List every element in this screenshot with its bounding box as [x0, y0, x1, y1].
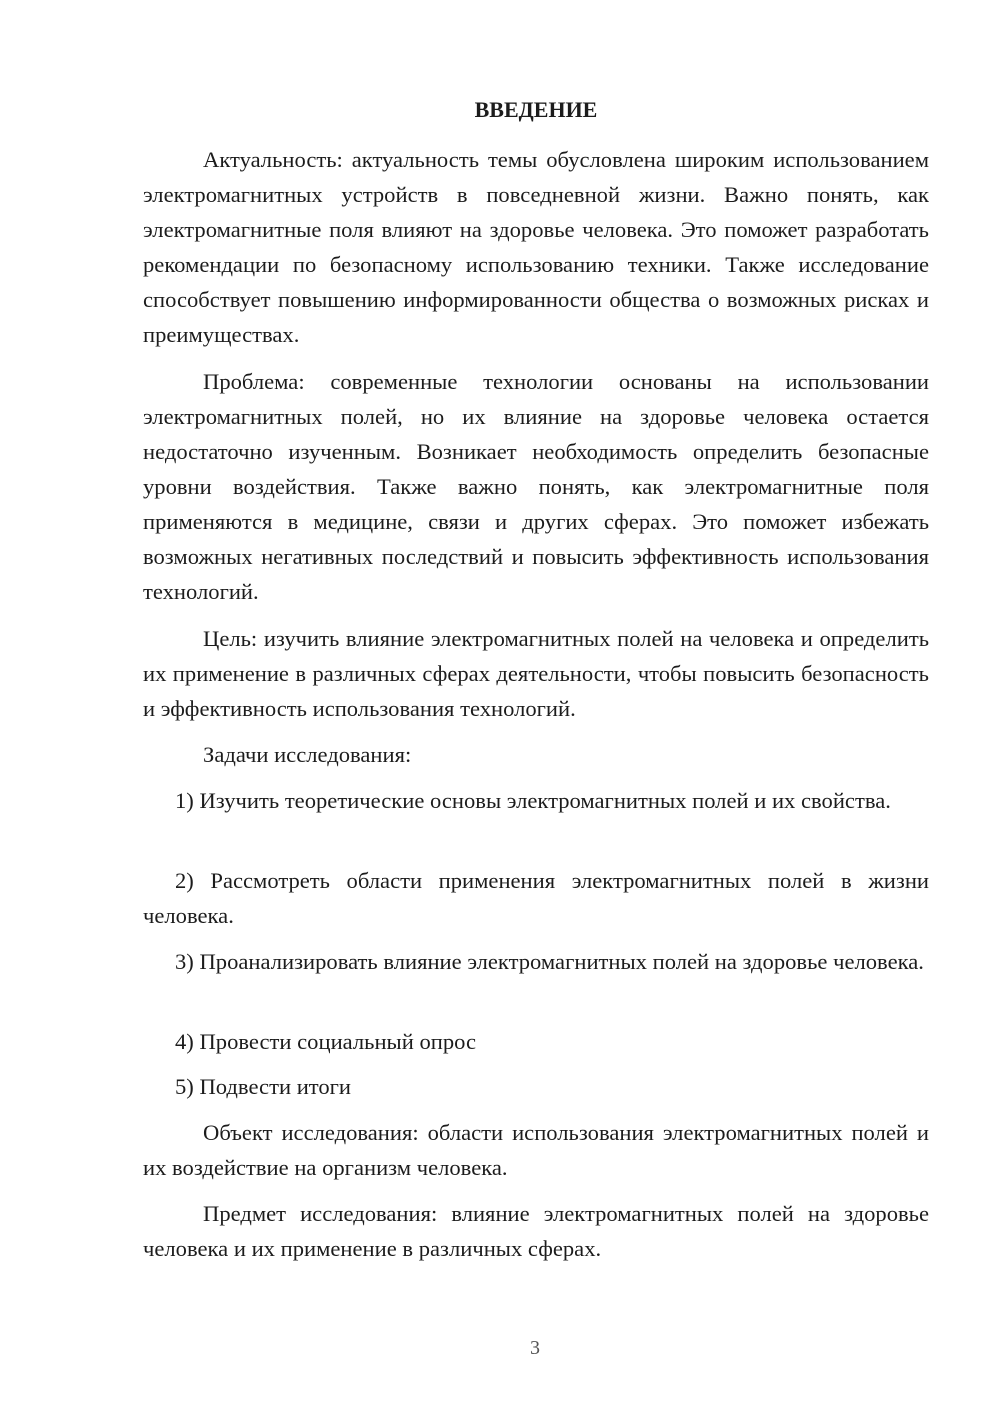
object-paragraph: Объект исследования: области использования электромагнитных полей и их воздействие на организм человека.	[143, 1120, 929, 1180]
goal-paragraph: Цель: изучить влияние электромагнитных полей на человека и определить их применение в различных сферах деятельности, чтобы повысить безопасность и эффективность использования технологий.	[143, 626, 929, 721]
tasks-heading: Задачи исследования:	[203, 742, 412, 767]
task-item-2: 2) Рассмотреть области применения электромагнитных полей в жизни человека.	[143, 868, 929, 928]
task-item-5: 5) Подвести итоги	[175, 1074, 352, 1099]
task-item-1: 1) Изучить теоретические основы электромагнитных полей и их свойства.	[175, 788, 891, 813]
subject-paragraph: Предмет исследования: влияние электромагнитных полей на здоровье человека и их применение в различных сферах.	[143, 1201, 929, 1261]
relevance-paragraph: Актуальность: актуальность темы обусловлена широким использованием электромагнитных устройств в повседневной жизни. Важно понять, как электромагнитные поля влияют на здоровье человека. Это поможет разработать рекомендации по безопасному использованию техники. Также исследование способствует повышению информированности общества о возможных рисках и преимуществах.	[143, 147, 929, 347]
page-title: ВВЕДЕНИЕ	[474, 97, 598, 122]
task-item-4: 4) Провести социальный опрос	[175, 1029, 477, 1054]
problem-paragraph: Проблема: современные технологии основаны на использовании электромагнитных полей, но их влияние на здоровье человека остается недостаточно изученным. Возникает необходимость определить безопасные уровни воздействия. Также важно понять, как электромагнитные поля применяются в медицине, связи и других сферах. Это поможет избежать возможных негативных последствий и повысить эффективность использования технологий.	[143, 369, 929, 604]
task-item-3: 3) Проанализировать влияние электромагнитных полей на здоровье человека.	[175, 949, 924, 974]
page-number: 3	[530, 1337, 540, 1359]
